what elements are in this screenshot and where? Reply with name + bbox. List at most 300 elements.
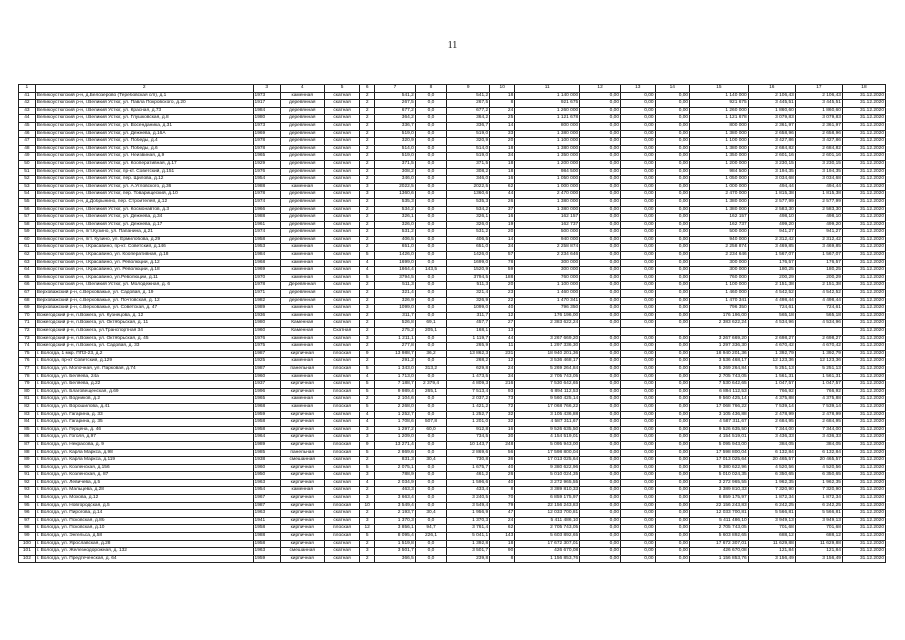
table-cell: 1 473,5 [447,373,490,381]
table-cell: 31.12.2020 [842,487,885,495]
table-body [19,85,886,563]
table-cell: 0,0 [415,100,446,108]
table-cell: 3794,5 [374,274,415,282]
table-cell: 1988 [253,533,280,541]
table-cell: 4 [360,259,375,267]
table-cell: каменная [280,403,324,411]
table-cell: 62 [19,252,36,260]
table-cell: 92 [19,479,36,487]
table-cell: 66 [19,282,36,290]
table-cell: 760 000 [515,274,580,282]
table-row [19,274,886,282]
table-cell: 267,5 [374,100,415,108]
table-cell: 4 520,56 [748,464,795,472]
table-cell: 0,0 [415,517,446,525]
table-cell: 83 [19,411,36,419]
table-cell: 311,7 [447,312,490,320]
table-cell: 7 513,4 [447,388,490,396]
table-cell: 1971 [253,290,280,298]
table-cell: 17 013 025,64 [690,457,749,465]
table-cell: 531,2 [374,229,415,237]
table-cell: 1099,0 [374,305,415,313]
table-cell: 31.12.2020 [842,252,885,260]
table-cell: 0,00 [580,183,621,191]
page-number: 11 [447,40,458,51]
table-cell: 102 [19,555,36,563]
table-cell: 31.12.2020 [842,411,885,419]
table-cell: скатная [324,555,360,563]
address-cell: Великоустюгский р-н, г.Красавино, ул.Революции, д.11 [35,274,253,282]
table-cell: 31.12.2020 [842,449,885,457]
table-cell: 0,00 [580,434,621,442]
table-cell: 3 [360,517,375,525]
address-cell: Великоустюгский р-н, г.Великий Устюг, ул. Дежнева, д.34 [35,214,253,222]
address-cell: Великоустюгский р-н, г.Великий Устюг, ул. Дежнева, д.17 [35,221,253,229]
table-cell: 1 380 000 [690,130,749,138]
table-cell: 0,00 [621,510,656,518]
table-cell: 0,00 [580,555,621,563]
table-cell: 0,00 [580,206,621,214]
table-cell: 0,00 [580,252,621,260]
table-cell: 0,00 [621,160,656,168]
table-cell: каменная [280,312,324,320]
table-cell: 0,00 [655,229,690,237]
table-cell: 1975 [253,343,280,351]
table-cell: 121,84 [795,548,842,556]
table-cell: 0,00 [621,259,656,267]
table-cell: 0,00 [621,381,656,389]
table-cell: 1966 [253,206,280,214]
column-number-cell: 10 [490,85,515,93]
table-row [19,411,886,419]
table-cell: 0,00 [655,153,690,161]
table-cell: 2 [360,229,375,237]
table-cell: 0,00 [621,441,656,449]
table-cell: 0,00 [621,107,656,115]
table-cell: 63 [19,259,36,267]
table-cell: скатная [324,259,360,267]
table-cell: 1978 [253,282,280,290]
table-cell: 2 [360,168,375,176]
table-cell: 41 [19,92,36,100]
table-cell: кирпичная [280,350,324,358]
table-cell: 10 143,7 [447,441,490,449]
table-cell: Скатная [324,328,360,336]
address-cell: г. Вологда, ул. Предтеченская, д. 64 [35,555,253,563]
table-row [19,396,886,404]
table-cell: 1699,0 [447,259,490,267]
table-cell: деревянная [280,100,324,108]
table-cell: 2022,5 [447,183,490,191]
table-cell: 1 872,34 [748,495,795,503]
table-cell: 336,7 [374,122,415,130]
table-cell: кирпичная [280,540,324,548]
table-cell [690,328,749,336]
table-cell: 565,18 [748,312,795,320]
table-cell: 6 894 112,53 [690,388,749,396]
table-cell: 4 520,56 [795,464,842,472]
table-cell: 0,00 [580,548,621,556]
table-cell: 2 [360,122,375,130]
table-cell: 31.12.2020 [842,160,885,168]
table-cell: 677,2 [374,107,415,115]
table-cell: 31.12.2020 [842,259,885,267]
table-cell: 17 013 025,64 [515,457,580,465]
table-cell: 0,00 [655,252,690,260]
table-cell: 0,0 [415,198,446,206]
table-cell: 24 [490,365,515,373]
table-cell: 3 549,4 [374,502,415,510]
table-cell: 1968 [253,403,280,411]
table-cell: 31.12.2020 [842,274,885,282]
table-cell: 3 156,49 [748,555,795,563]
table-cell: 1360,6 [374,191,415,199]
table-cell: 0,00 [621,540,656,548]
address-cell: Великоустюгский р-н, д.Добрынино, пер. Строителей, д.12 [35,198,253,206]
table-cell: 0,00 [580,510,621,518]
table-cell: 31.12.2020 [842,426,885,434]
table-cell: 1 100 000 [515,282,580,290]
table-cell: кирпичная [280,381,324,389]
table-cell: 1 460 000 [690,290,749,298]
table-cell: 1 260 000 [690,107,749,115]
table-cell: 71 [19,320,36,328]
table-cell: кирпичная [280,441,324,449]
table-cell: 22 [490,297,515,305]
table-cell: 2 [360,198,375,206]
table-row [19,548,886,556]
table-cell: 1 119,7 [447,335,490,343]
column-number-cell: 15 [690,85,749,93]
table-cell: 0,00 [655,464,690,472]
table-cell: 2 312,42 [748,236,795,244]
address-cell: Вожегодский р-н, п.Вожега, ул. Кузнецова, д. 12 [35,312,253,320]
table-cell: 216 [490,381,515,389]
table-cell: 0,00 [580,381,621,389]
table-cell: 0,00 [580,259,621,267]
table-cell: 23 [490,290,515,298]
table-cell: 1699,0 [374,259,415,267]
table-cell: 12 [490,312,515,320]
table-cell: 3 [360,472,375,480]
table-cell: 37 [490,206,515,214]
table-row [19,373,886,381]
table-cell: 519,0 [374,130,415,138]
table-cell: 2 705 743,05 [515,525,580,533]
table-row [19,267,886,275]
table-cell: 0,00 [580,472,621,480]
column-number-cell: 17 [795,85,842,93]
table-cell: 0,0 [415,122,446,130]
table-cell: 32 [490,411,515,419]
table-cell: скатная [324,206,360,214]
table-cell: 3 272 965,55 [690,479,749,487]
table-cell: 0,00 [655,502,690,510]
table-cell: каменная [280,373,324,381]
table-cell: 0,00 [655,449,690,457]
table-cell: 5 [360,381,375,389]
table-cell: 2 258 874 [690,244,749,252]
table-cell: 162 157 [690,214,749,222]
table-cell [655,328,690,336]
table-cell: 47 [19,138,36,146]
table-cell: 248 [490,441,515,449]
table-cell: 4 587 311,67 [515,419,580,427]
table-cell: 31.12.2020 [842,290,885,298]
table-cell: 277,8 [374,343,415,351]
table-row [19,191,886,199]
table-row [19,540,886,548]
table-cell: 20 465,57 [748,457,795,465]
table-cell: 2 383 622,24 [515,320,580,328]
address-cell: Вожегодский р-н, п.Вожега, ул. Октябрьская, д. 45 [35,335,253,343]
table-cell: 0,00 [655,145,690,153]
table-cell: кирпичная [280,517,324,525]
table-cell: 2 106,43 [748,92,795,100]
table-cell: 3 [360,495,375,503]
table-cell: 52 [19,176,36,184]
table-cell: 0,00 [621,236,656,244]
table-cell: 1 100 000 [690,138,749,146]
table-cell: 0,00 [621,479,656,487]
table-cell: скатная [324,115,360,123]
table-cell: 6 859 175,97 [515,495,580,503]
address-cell: Великоустюгский р-н, г.Великий Устюг, ул. Победы, д.4 [35,138,253,146]
table-cell: 31.12.2020 [842,122,885,130]
table-cell: 0,00 [621,221,656,229]
table-cell: 0,00 [655,555,690,563]
table-cell: 511,3 [374,282,415,290]
table-cell: 2 [360,358,375,366]
table-cell: деревянная [280,153,324,161]
address-cell: Великоустюгский р-н, г.Красавино, ул. Кооперативная, д.18 [35,252,253,260]
table-cell: 1664,4 [374,267,415,275]
address-cell: Великоустюгский р-н, г.Великий Устюг, ул. А.Угловского, д.36 [35,183,253,191]
table-cell: скатная [324,510,360,518]
table-cell: плоская [324,502,360,510]
table-cell: скатная [324,153,360,161]
table-cell: 1 047,57 [748,381,795,389]
table-cell: 2 698,27 [748,335,795,343]
table-cell: каменная [280,305,324,313]
table-cell: 0,00 [655,426,690,434]
table-cell: 800 000 [690,122,749,130]
table-cell: 1974 [253,229,280,237]
table-cell: 17 598 800,04 [515,449,580,457]
table-cell: 1980 [253,320,280,328]
table-cell: плоская [324,525,360,533]
table-cell: 3 536 468,17 [515,358,580,366]
table-cell: 4 [360,373,375,381]
table-cell: 0,00 [580,457,621,465]
table-cell: скатная [324,457,360,465]
table-cell: 70 [19,312,36,320]
table-cell: 0,00 [621,130,656,138]
table-cell: 0,0 [415,221,446,229]
table-cell: 0,0 [415,168,446,176]
table-cell: 231 [490,350,515,358]
address-cell: Великоустюгский р-н, г.Великий Устюг, ул. Восенданика, д.31 [35,122,253,130]
table-cell: 4 154 519,01 [690,434,749,442]
table-cell: 1 156 853,76 [515,555,580,563]
table-cell: 74 [19,343,36,351]
table-cell: скатная [324,548,360,556]
table-cell: 18 [490,160,515,168]
table-cell: 2 658,96 [795,130,842,138]
table-cell: 2 601,16 [795,153,842,161]
address-cell: Великоустюгский р-н, пгт. Кузино, ул. Ермилобова, д.29 [35,236,253,244]
table-cell: 0,00 [655,396,690,404]
table-cell: 7 344,00 [748,426,795,434]
table-cell: 500 000 [515,229,580,237]
table-cell: скатная [324,411,360,419]
table-cell: 275,2 [374,328,415,336]
table-cell: 1 370,3 [447,517,490,525]
column-number-cell: 11 [515,85,580,93]
table-cell: 1 392,79 [748,350,795,358]
table-cell: 984 500 [690,168,749,176]
table-cell: каменная [280,252,324,260]
table-cell: панельная [280,365,324,373]
table-cell: 72 [490,403,515,411]
table-row [19,464,886,472]
table-cell: 5 [360,403,375,411]
table-cell: 31.12.2020 [842,176,885,184]
table-cell: 336,7 [447,122,490,130]
table-row [19,176,886,184]
table-cell: 3 [360,305,375,313]
table-cell: 384,05 [795,441,842,449]
table-cell: кирпичная [280,525,324,533]
table-cell: 0,00 [655,297,690,305]
table-cell: каменная [280,92,324,100]
table-cell: 31.12.2020 [842,297,885,305]
table-cell: 1 460 000 [515,290,580,298]
table-cell: 0,00 [580,282,621,290]
table-cell: 0,00 [580,274,621,282]
table-cell: 7 320,90 [795,487,842,495]
table-cell: 701,68 [748,525,795,533]
table-cell: 1965 [253,153,280,161]
table-cell: 800 000 [515,122,580,130]
table-cell: 0,0 [415,115,446,123]
table-cell: 72 [19,328,36,336]
table-row [19,221,886,229]
table-cell: 1 713,0 [374,373,415,381]
table-cell: 16 [490,176,515,184]
table-cell: 5 411 486,10 [515,517,580,525]
table-cell: 4 670,42 [795,343,842,351]
table-cell: 6 242,25 [795,502,842,510]
table-cell: 17 598 800,04 [690,449,749,457]
table-cell: 2 [360,236,375,244]
table-row [19,168,886,176]
table-cell: 0,00 [655,388,690,396]
table-cell: 0,00 [580,365,621,373]
table-cell: деревянная [280,138,324,146]
table-cell: 57 [490,252,515,260]
table-cell: 3 034,68 [795,176,842,184]
table-cell: 97 [19,517,36,525]
address-cell: г. Вологда, ул. Левичева, д.5 [35,479,253,487]
table-row [19,328,886,336]
table-cell: кирпичная [280,555,324,563]
table-cell: 77 [19,365,36,373]
table-cell: 3 [360,548,375,556]
table-row [19,122,886,130]
table-cell: 0,00 [621,396,656,404]
table-cell: 300 000 [515,267,580,275]
table-cell: 31.12.2020 [842,502,885,510]
table-cell: 3 389 810,33 [515,487,580,495]
table-cell: 0,0 [415,305,446,313]
table-cell: скатная [324,373,360,381]
table-cell: 300 000 [690,259,749,267]
table-cell: 2 869,6 [447,449,490,457]
table-cell: 0,0 [415,472,446,480]
table-cell: 0,00 [580,464,621,472]
table-cell: 1 000 000 [515,183,580,191]
table-cell: 0,0 [415,449,446,457]
table-cell: 1917 [253,100,280,108]
table-cell: 1 380 000 [515,145,580,153]
table-cell: 0,00 [655,533,690,541]
table-cell: 0,00 [655,138,690,146]
table-cell: 2 [360,328,375,336]
table-cell: 0,0 [415,335,446,343]
table-cell: 2 [360,130,375,138]
table-cell: 1099,0 [447,305,490,313]
table-cell: 0,0 [415,252,446,260]
table-cell: 1958 [253,525,280,533]
table-cell: 0,0 [415,290,446,298]
table-cell: 1 392,8 [447,540,490,548]
table-cell: 0,0 [415,548,446,556]
table-cell: 31.12.2020 [842,115,885,123]
table-cell: 2 601,16 [748,153,795,161]
table-cell: 1958 [253,540,280,548]
table-cell: 0,00 [580,297,621,305]
table-cell: 4 [360,479,375,487]
table-cell: 0,0 [415,479,446,487]
table-cell: 31.12.2020 [842,365,885,373]
table-row [19,198,886,206]
address-cell: г. Вологда, ул. Карла Маркса, д.98 [35,449,253,457]
table-cell: 1996 [253,388,280,396]
table-cell: 0,00 [655,290,690,298]
table-cell: 677,2 [447,107,490,115]
table-cell: каменная [280,487,324,495]
table-cell: 31.12.2020 [842,373,885,381]
table-cell: 2 869,6 [374,449,415,457]
table-cell: 2 698,27 [795,335,842,343]
table-cell: 364,2 [374,115,415,123]
table-cell: 2 705 743,05 [690,525,749,533]
table-cell: 0,0 [415,153,446,161]
table-cell: 34 [490,153,515,161]
table-row [19,555,886,563]
table-cell: 98 [19,525,36,533]
table-cell: 96 [19,510,36,518]
table-cell: 0,00 [621,487,656,495]
address-cell: Великоустюгский р-н, г.Великий Устюг, пер. Товарищеский, д.10 [35,191,253,199]
table-cell: деревянная [280,236,324,244]
table-cell: 88 [19,449,36,457]
address-cell: г. Вологда, ул. Псковская, д.10 [35,525,253,533]
table-cell: 541,2 [447,92,490,100]
table-cell: 0,0 [415,206,446,214]
table-cell: 0,00 [655,411,690,419]
